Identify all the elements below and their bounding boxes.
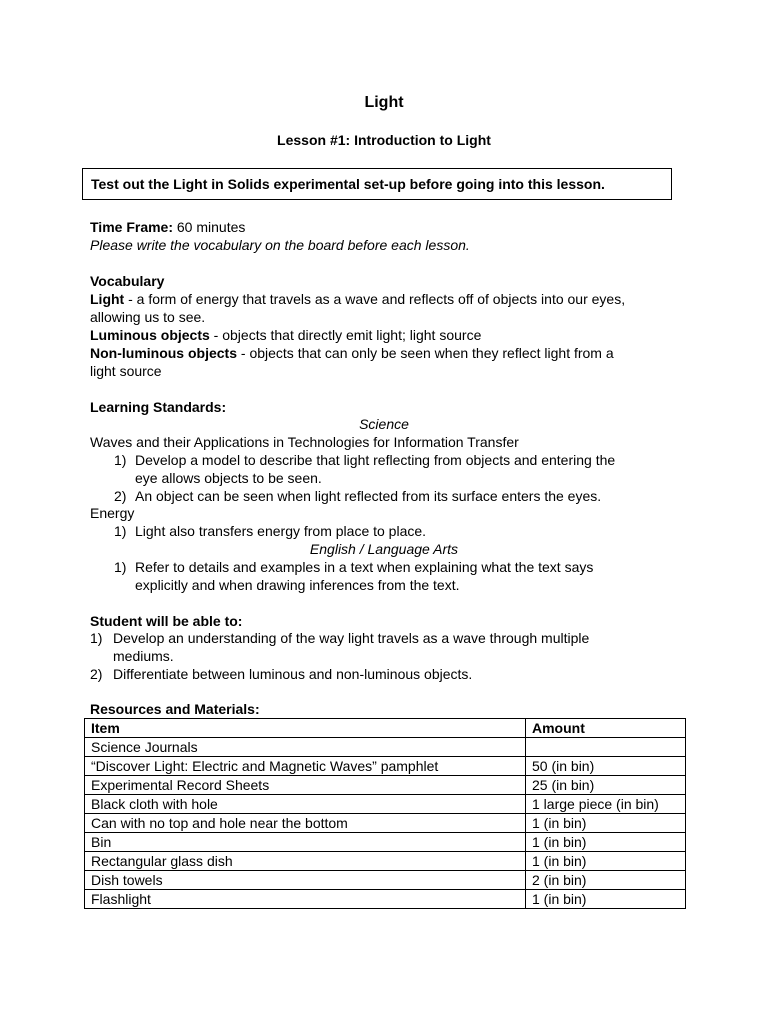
vocabulary-heading: Vocabulary: [90, 273, 165, 289]
table-row: [85, 814, 686, 833]
table-row: [85, 738, 686, 757]
cell-item: Dish towels: [85, 871, 526, 890]
list-item-cont: eye allows objects to be seen.: [135, 470, 322, 486]
energy-heading: Energy: [90, 505, 135, 521]
table-row: [85, 795, 686, 814]
list-item: Develop an understanding of the way light travels as a wave through multiple: [113, 630, 590, 646]
cell-item: Rectangular glass dish: [85, 852, 526, 871]
cell-amount: 50 (in bin): [526, 757, 686, 776]
vocab-light: [90, 290, 625, 308]
table-row: [85, 833, 686, 852]
cell-amount: 1 (in bin): [526, 890, 686, 909]
table-row: [85, 757, 686, 776]
cell-item: Experimental Record Sheets: [85, 776, 526, 795]
cell-item: “Discover Light: Electric and Magnetic Waves” pamphlet: [85, 757, 526, 776]
cell-item: Bin: [85, 833, 526, 852]
vocab-definition: - a form of energy that travels as a wave and reflects off of objects into our eyes,: [124, 291, 626, 307]
cell-item: Black cloth with hole: [85, 795, 526, 814]
table-row: [85, 890, 686, 909]
page-title: Light: [364, 94, 404, 111]
list-item: Refer to details and examples in a text when explaining what the text says: [135, 559, 594, 575]
cell-item: Science Journals: [85, 738, 526, 757]
list-item: Develop a model to describe that light reflecting from objects and entering the: [135, 452, 616, 468]
vocab-term: Non-luminous objects: [90, 345, 237, 361]
time-frame-label: Time Frame:: [90, 219, 173, 235]
table-row: [85, 871, 686, 890]
list-number: 2): [114, 488, 127, 504]
vocab-term: Luminous objects: [90, 327, 210, 343]
time-frame-note: Please write the vocabulary on the board before each lesson.: [90, 237, 470, 253]
list-item: Light also transfers energy from place to place.: [135, 523, 427, 539]
vocab-definition-cont: allowing us to see.: [90, 309, 206, 325]
cell-amount: 1 large piece (in bin): [526, 795, 686, 814]
resources-table: [84, 718, 686, 909]
swbat-heading: Student will be able to:: [90, 613, 243, 629]
cell-amount: 1 (in bin): [526, 852, 686, 871]
lesson-subtitle: Lesson #1: Introduction to Light: [277, 132, 491, 148]
list-number: 1): [90, 630, 103, 646]
cell-amount: 25 (in bin): [526, 776, 686, 795]
vocab-definition-cont: light source: [90, 363, 162, 379]
ela-label: English / Language Arts: [309, 541, 459, 557]
vocab-definition: - objects that directly emit light; light source: [209, 327, 482, 343]
notice-box: Test out the Light in Solids experimental set-up before going into this lesson.: [82, 168, 672, 200]
time-frame-line: [90, 218, 245, 236]
vocab-term: Light: [90, 291, 125, 307]
table-row: [85, 776, 686, 795]
column-header-item: Item: [85, 719, 526, 738]
standards-heading: Learning Standards:: [90, 399, 227, 415]
list-number: 1): [114, 523, 127, 539]
cell-item: Flashlight: [85, 890, 526, 909]
cell-amount: [526, 738, 686, 757]
table-row: [85, 852, 686, 871]
list-number: 1): [114, 452, 127, 468]
list-item-cont: mediums.: [113, 648, 174, 664]
time-frame-value: 60 minutes: [173, 219, 246, 235]
table-header-row: [85, 719, 686, 738]
science-label: Science: [359, 416, 409, 432]
list-number: 2): [90, 666, 103, 682]
vocab-definition: - objects that can only be seen when they reflect light from a: [237, 345, 614, 361]
column-header-amount: Amount: [526, 719, 686, 738]
resources-heading: Resources and Materials:: [90, 701, 260, 717]
vocab-nonluminous: [90, 344, 614, 362]
cell-amount: 1 (in bin): [526, 833, 686, 852]
list-number: 1): [114, 559, 127, 575]
waves-heading: Waves and their Applications in Technologies for Information Transfer: [90, 434, 519, 450]
vocab-luminous: [90, 326, 481, 344]
list-item: Differentiate between luminous and non-luminous objects.: [113, 666, 473, 682]
cell-amount: 2 (in bin): [526, 871, 686, 890]
list-item-cont: explicitly and when drawing inferences from the text.: [135, 577, 460, 593]
cell-amount: 1 (in bin): [526, 814, 686, 833]
list-item: An object can be seen when light reflected from its surface enters the eyes.: [135, 488, 602, 504]
cell-item: Can with no top and hole near the bottom: [85, 814, 526, 833]
